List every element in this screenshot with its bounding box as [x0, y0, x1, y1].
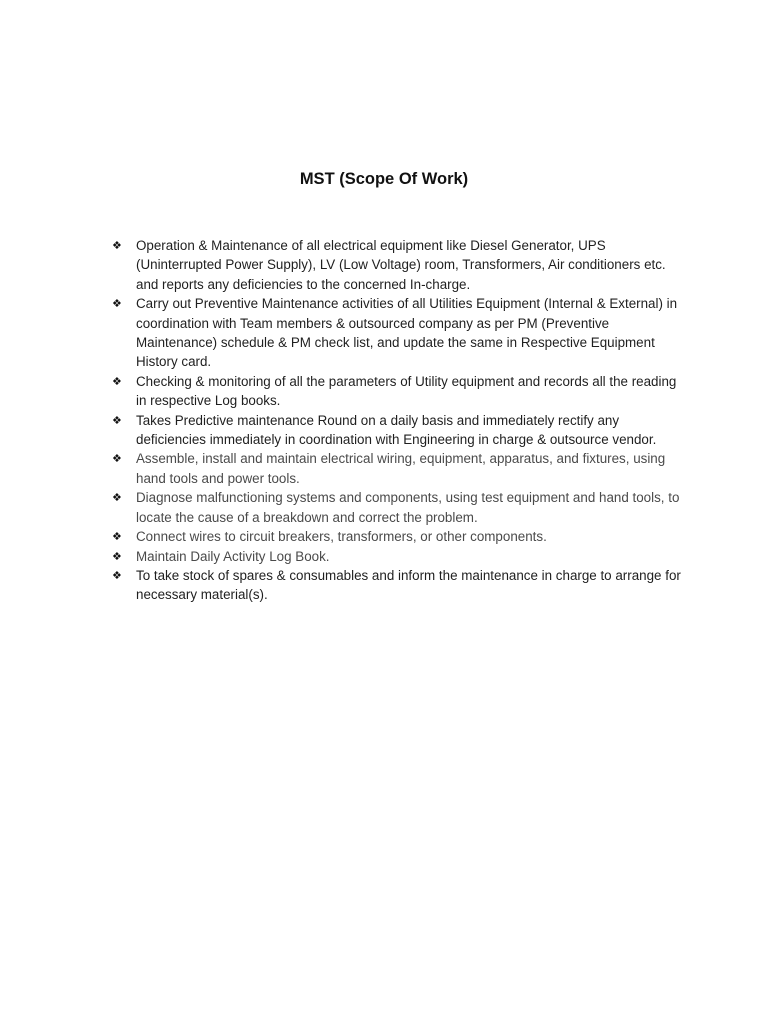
list-item — [112, 411, 687, 450]
list-item-text: Carry out Preventive Maintenance activities of all Utilities Equipment (Internal & External) in coordination with Team members & outsourced company as per PM (Preventive Maintenance) schedule & PM check list, and update the same in Respective Equipment History card. — [136, 296, 678, 370]
list-item-text: Assemble, install and maintain electrical wiring, equipment, apparatus, and fixtures, using hand tools and power tools. — [136, 451, 666, 486]
list-item-text: Checking & monitoring of all the parameters of Utility equipment and records all the reading in respective Log books. — [136, 373, 677, 409]
page-title: MST (Scope Of Work) — [299, 170, 469, 188]
scope-list — [112, 236, 687, 605]
list-item — [112, 372, 687, 411]
diamond-bullet-icon: ❖ — [112, 530, 122, 544]
diamond-bullet-icon: ❖ — [112, 239, 122, 252]
list-item-text: Maintain Daily Activity Log Book. — [136, 548, 330, 564]
list-item — [112, 236, 687, 294]
list-item — [112, 527, 687, 546]
list-item-text: Operation & Maintenance of all electrical equipment like Diesel Generator, UPS (Uninterrupted Power Supply), LV (Low Voltage) room, Transformers, Air conditioners etc. and reports any deficiencies to the concerned In-charge. — [136, 238, 666, 292]
list-item-text: Connect wires to circuit breakers, transformers, or other components. — [136, 529, 547, 545]
list-item-text: Diagnose malfunctioning systems and components, using test equipment and hand tools, to locate the cause of a breakdown and correct the problem. — [136, 490, 680, 525]
diamond-bullet-icon: ❖ — [112, 374, 122, 388]
list-item — [112, 294, 687, 372]
diamond-bullet-icon: ❖ — [112, 549, 122, 563]
diamond-bullet-icon: ❖ — [112, 413, 122, 427]
list-item — [112, 566, 687, 605]
diamond-bullet-icon: ❖ — [112, 452, 122, 466]
diamond-bullet-icon: ❖ — [112, 491, 122, 505]
diamond-bullet-icon: ❖ — [112, 568, 122, 582]
list-item — [112, 449, 687, 488]
list-item-text: Takes Predictive maintenance Round on a daily basis and immediately rectify any deficiencies immediately in coordination with Engineering in charge & outsource vendor. — [136, 412, 657, 448]
list-item-text: To take stock of spares & consumables and inform the maintenance in charge to arrange for necessary material(s). — [136, 567, 681, 603]
list-item — [112, 547, 687, 566]
diamond-bullet-icon: ❖ — [112, 297, 122, 311]
list-item — [112, 488, 687, 527]
